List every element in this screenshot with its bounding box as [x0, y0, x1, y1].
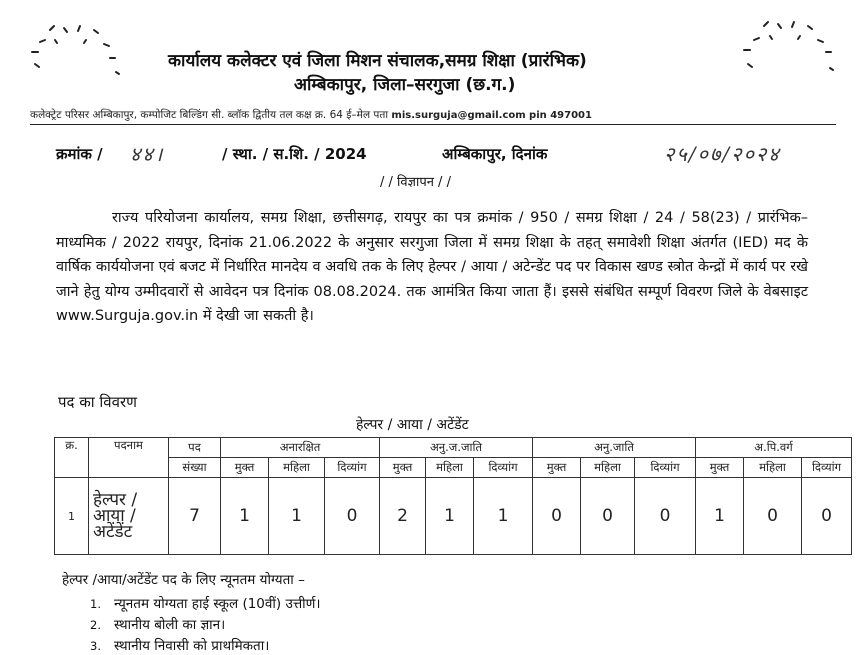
cell-post: हेल्पर / आया / अटेंडेंट: [89, 478, 169, 555]
item-text: न्यूनतम योग्यता हाई स्कूल (10वीं) उत्तीर्ण।: [114, 596, 321, 612]
col-sr: क्र.: [55, 438, 89, 478]
subcol-general: मुक्त: [380, 458, 426, 478]
pin-code: pin 497001: [529, 110, 592, 121]
cell-value: 1: [474, 478, 533, 555]
cell-value: 0: [744, 478, 802, 555]
subcol-disabled: दिव्यांग: [474, 458, 533, 478]
item-number: 1.: [90, 597, 101, 611]
reference-number: ४४।: [130, 142, 165, 166]
group-st: अनु.ज.जाति: [380, 438, 533, 458]
item-text: स्थानीय निवासी को प्राथमिकता।: [114, 638, 270, 654]
cell-value: 0: [325, 478, 380, 555]
table-caption: हेल्पर / आया / अटेंडेंट: [356, 417, 469, 433]
handwritten-date: २५/०७/२०२४: [664, 142, 781, 166]
group-sc: अनु.जाति: [533, 438, 696, 458]
cell-count: 7: [169, 478, 221, 555]
qualification-item: [90, 615, 225, 633]
email-address: mis.surguja@gmail.com: [391, 110, 526, 121]
subcol-disabled: दिव्यांग: [802, 458, 852, 478]
item-number: 3.: [90, 639, 101, 653]
office-title: कार्यालय कलेक्टर एवं जिला मिशन संचालक,समग्र शिक्षा (प्रारंभिक): [168, 51, 587, 71]
col-count-bottom: संख्या: [169, 458, 221, 478]
subcol-disabled: दिव्यांग: [325, 458, 380, 478]
office-address: [30, 108, 592, 122]
group-obc: अ.पि.वर्ग: [696, 438, 852, 458]
qualification-item: [90, 594, 321, 612]
table-header-row: [55, 438, 852, 458]
cell-value: 1: [221, 478, 269, 555]
notice-paragraph: राज्य परियोजना कार्यालय, समग्र शिक्षा, छत्तीसगढ़, रायपुर का पत्र क्रमांक / 950 / समग्र शिक्षा / 24 / 58(23) / प्रारंभिक–माध्यमिक / 2022 रायपुर, दिनांक 21.06.2022 के अनुसार सरगुजा जिला में समग्र शिक्षा के तहत् समावेशी शिक्षा अंतर्गत (IED) मद के वार्षिक कार्ययोजना एवं बजट में निर्धारित मानदेय व अवधि तक के लिए हेल्पर / आया / अटेन्डेंट पद पर विकास खण्ड स्त्रोत केन्द्रों में कार्य पर रखे जाने हेतु योग्य उम्मीदवारों से आवेदन पत्र दिनांक 08.08.2024. तक आमंत्रित किया जाता हैं। इससे संबंधित सम्पूर्ण विवरण जिले के वेबसाइट www.Surguja.gov.in में देखी जा सकती है।: [56, 210, 808, 324]
emblem-left-icon: [20, 22, 130, 82]
post-details-heading: पद का विवरण: [58, 393, 137, 411]
header-divider: [30, 124, 836, 125]
place-date-label: अम्बिकापुर, दिनांक: [442, 145, 548, 163]
cell-value: 1: [269, 478, 325, 555]
office-location: अम्बिकापुर, जिला–सरगुजा (छ.ग.): [294, 75, 516, 95]
col-post: पदनाम: [89, 438, 169, 478]
item-text: स्थानीय बोली का ज्ञान।: [114, 617, 226, 633]
cell-sr: 1: [55, 478, 89, 555]
cell-value: 0: [802, 478, 852, 555]
address-text: कलेक्ट्रेट परिसर अम्बिकापुर, कम्पोजिट बिल्डिंग सी. ब्लॉक द्वितीय तल कक्ष क्र. 64 ई–मेल पता: [30, 109, 389, 121]
qualification-heading: हेल्पर /आया/अटेंडेंट पद के लिए न्यूनतम योग्यता –: [62, 572, 305, 588]
cell-value: 0: [581, 478, 635, 555]
subcol-disabled: दिव्यांग: [635, 458, 696, 478]
department-code: / स्था. / स.शि. / 2024: [222, 145, 367, 163]
cell-value: 0: [533, 478, 581, 555]
cell-value: 1: [696, 478, 744, 555]
subcol-women: महिला: [581, 458, 635, 478]
posts-table: [54, 437, 852, 555]
cell-value: 1: [426, 478, 474, 555]
item-number: 2.: [90, 618, 101, 632]
emblem-right-icon: [734, 18, 844, 78]
subcol-general: मुक्त: [696, 458, 744, 478]
reference-label: क्रमांक /: [56, 145, 103, 163]
qualification-item: [90, 636, 269, 654]
subcol-women: महिला: [269, 458, 325, 478]
subject-heading: / / विज्ञापन / /: [380, 175, 451, 190]
subcol-general: मुक्त: [221, 458, 269, 478]
col-count-top: पद: [169, 438, 221, 458]
cell-value: 2: [380, 478, 426, 555]
group-unreserved: अनारक्षित: [221, 438, 380, 458]
cell-value: 0: [635, 478, 696, 555]
subcol-general: मुक्त: [533, 458, 581, 478]
table-subheader-row: [55, 458, 852, 478]
subcol-women: महिला: [426, 458, 474, 478]
table-row: [55, 478, 852, 555]
subcol-women: महिला: [744, 458, 802, 478]
